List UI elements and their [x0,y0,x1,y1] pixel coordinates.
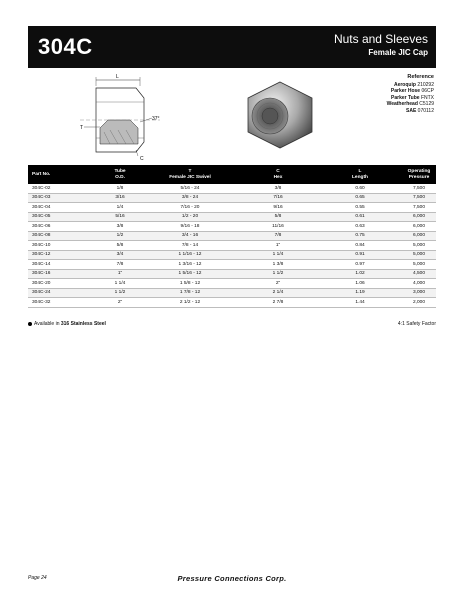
table-row [28,193,436,203]
cell-hex: 7/16 [238,193,318,203]
cell-hex: 2" [238,279,318,289]
dim-label-l: L [116,74,119,80]
cell-tube-od: 3/4 [98,250,142,260]
cell-length: 1.19 [318,288,402,298]
cell-tube-od: 5/8 [98,241,142,251]
cell-hex: 11/16 [238,222,318,232]
cell-pressure: 6,000 [402,212,436,222]
cell-pressure: 4,500 [402,269,436,279]
cell-part-no: 304C-04 [28,203,98,213]
reference-row: Aeroquip 210292 [393,81,434,88]
cell-thread: 1 1/16 - 12 [142,250,238,260]
bullet-icon [28,322,32,326]
table-row [28,212,436,222]
cell-pressure: 5,000 [402,241,436,251]
table-row [28,269,436,279]
page-number: Page 24 [28,575,47,581]
cell-thread: 3/8 - 24 [142,193,238,203]
col-header-thread: T Female JIC Swivel [169,169,211,180]
cell-thread: 7/8 - 14 [142,241,238,251]
cell-tube-od: 5/16 [98,212,142,222]
cell-part-no: 304C-02 [28,184,98,193]
table-row [28,184,436,193]
cell-hex: 2 7/8 [238,298,318,308]
product-photo [240,78,320,152]
technical-drawing [40,72,180,162]
company-name: Pressure Connections Corp. [177,574,287,583]
table-body [28,184,436,307]
table-row [28,279,436,289]
cell-thread: 3/4 - 16 [142,231,238,241]
cell-hex: 3/8 [238,184,318,193]
cell-length: 0.65 [318,193,402,203]
cell-thread: 1 7/8 - 12 [142,288,238,298]
cell-tube-od: 1/2 [98,231,142,241]
cell-tube-od: 1 1/4 [98,279,142,289]
reference-row: Parker Tube FNTX [391,94,434,101]
part-code: 304C [38,34,93,59]
dim-label-c: C [140,156,144,162]
col-header-hex: C Hex [273,169,283,180]
col-header-pressure: Operating Pressure [407,169,431,180]
table-row [28,222,436,232]
cell-tube-od: 1 1/2 [98,288,142,298]
cell-thread: 9/16 - 18 [142,222,238,232]
cell-tube-od: 1" [98,269,142,279]
product-subtitle: Female JIC Cap [368,48,428,57]
cell-pressure: 5,000 [402,250,436,260]
spec-table [28,165,436,308]
cell-thread: 1 5/8 - 12 [142,279,238,289]
section-title: Nuts and Sleeves [333,32,428,46]
cell-tube-od: 2" [98,298,142,308]
table-header-row [28,165,436,184]
table-row [28,231,436,241]
spec-table-wrap [28,165,436,308]
cell-part-no: 304C-05 [28,212,98,222]
cell-tube-od: 7/8 [98,260,142,270]
cell-hex: 1 1/2 [238,269,318,279]
cell-part-no: 304C-20 [28,279,98,289]
cell-length: 0.61 [318,212,402,222]
cell-length: 0.91 [318,250,402,260]
table-row [28,250,436,260]
dim-label-t: T [80,125,84,131]
table-row [28,241,436,251]
cell-part-no: 304C-10 [28,241,98,251]
cell-length: 0.60 [318,184,402,193]
cell-length: 1.02 [318,269,402,279]
table-row [28,288,436,298]
cell-part-no: 304C-32 [28,298,98,308]
cell-part-no: 304C-14 [28,260,98,270]
reference-row: Weatherhead C5129 [386,101,434,107]
reference-block [314,74,434,114]
cell-pressure: 3,000 [402,288,436,298]
col-header-tube-od: Tube O.D. [114,169,126,180]
cell-tube-od: 3/8 [98,222,142,232]
cell-pressure: 7,500 [402,184,436,193]
table-row [28,298,436,308]
cell-tube-od: 3/16 [98,193,142,203]
cell-part-no: 304C-16 [28,269,98,279]
availability-note: Available in 316 Stainless Steel [28,321,106,327]
cell-thread: 7/16 - 20 [142,203,238,213]
cell-part-no: 304C-08 [28,231,98,241]
cell-pressure: 7,500 [402,203,436,213]
cell-part-no: 304C-24 [28,288,98,298]
cell-thread: 1 5/16 - 12 [142,269,238,279]
cell-length: 1.44 [318,298,402,308]
cell-part-no: 304C-12 [28,250,98,260]
cell-part-no: 304C-06 [28,222,98,232]
reference-row: Parker Hose 06CP [390,88,434,94]
reference-row: SAE 070112 [406,107,434,114]
cell-thread: 1/2 - 20 [142,212,238,222]
header-bar [28,26,436,68]
safety-factor: 4:1 Safety Factor [397,321,436,327]
cell-pressure: 5,000 [402,260,436,270]
col-header-length: L Length [352,169,368,180]
cell-pressure: 4,000 [402,279,436,289]
cell-hex: 1" [238,241,318,251]
cell-length: 0.55 [318,203,402,213]
cell-length: 0.63 [318,222,402,232]
cell-thread: 1 3/16 - 12 [142,260,238,270]
cell-hex: 9/16 [238,203,318,213]
cell-length: 1.06 [318,279,402,289]
table-row [28,203,436,213]
reference-heading: Reference [407,74,434,80]
cell-length: 0.84 [318,241,402,251]
cell-length: 0.75 [318,231,402,241]
table-row [28,260,436,270]
cell-thread: 2 1/2 - 12 [142,298,238,308]
cell-hex: 1 1/4 [238,250,318,260]
col-header-part-no: Part No. [32,171,51,177]
cell-tube-od: 1/4 [98,203,142,213]
cell-pressure: 6,000 [402,231,436,241]
cell-pressure: 6,000 [402,222,436,232]
cell-tube-od: 1/8 [98,184,142,193]
cell-length: 0.97 [318,260,402,270]
material-name: 316 Stainless Steel [60,321,106,327]
cell-hex: 2 1/4 [238,288,318,298]
cell-pressure: 7,500 [402,193,436,203]
cell-hex: 1 3/8 [238,260,318,270]
angle-label: 37° [152,116,160,122]
cell-thread: 5/16 - 24 [142,184,238,193]
cell-hex: 7/8 [238,231,318,241]
cell-hex: 5/8 [238,212,318,222]
cell-pressure: 2,000 [402,298,436,308]
cell-part-no: 304C-03 [28,193,98,203]
